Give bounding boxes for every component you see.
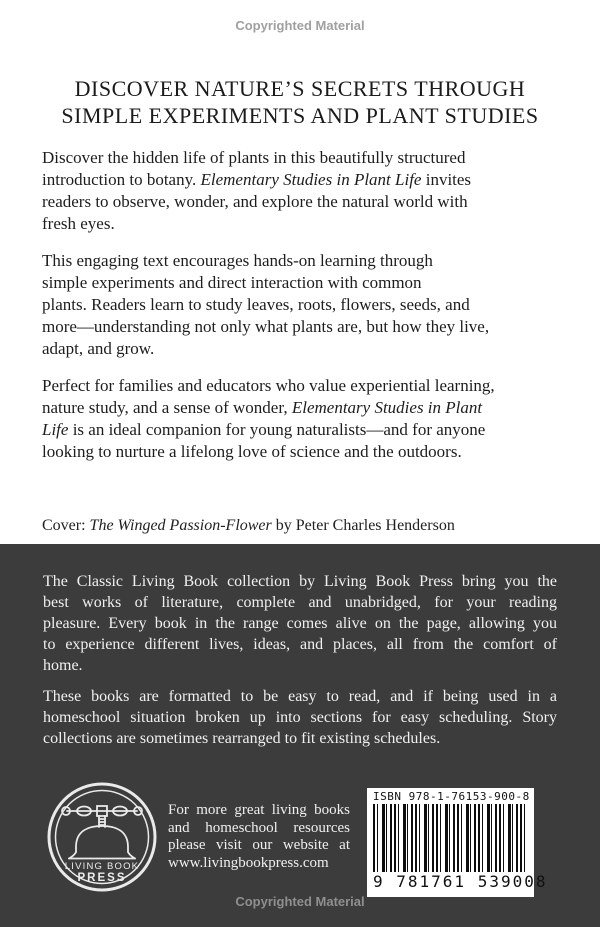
website-blurb: For more great living books and homeschool resources please visit our website at www.livingbookpress.com <box>168 802 350 871</box>
blurb-paragraph-1: Discover the hidden life of plants in this beautifully structured introduction to botany. Elementary Studies in Plant Life invites readers to observe, wonder, and explore the natural world with fresh eyes. <box>42 148 472 233</box>
barcode <box>367 788 548 897</box>
barcode-bars-icon <box>373 804 528 872</box>
publisher-paragraph-1: The Classic Living Book collection by Living Book Press bring you the best works of literature, complete and unabridged, for your reading pleasure. Every book in the range comes alive on the page, allowing you to experience different lives, ideas, and places, all from the comfort of home. <box>43 573 557 674</box>
headline-line-2: SIMPLE EXPERIMENTS AND PLANT STUDIES <box>61 103 539 128</box>
blurb-paragraph-2: This engaging text encourages hands-on learning through simple experiments and direct interaction with common plants. Readers learn to study leaves, roots, flowers, seeds, and more—understanding not only what plants are, but how they live, adapt, and grow. <box>42 251 490 358</box>
headline-line-1: DISCOVER NATURE’S SECRETS THROUGH <box>74 76 526 101</box>
barcode-digits: 9 781761 539008 <box>373 872 548 891</box>
logo-text-line1: LIVING BOOK <box>64 861 140 872</box>
logo-text-line2: PRESS <box>77 872 127 884</box>
publisher-panel-text <box>0 544 600 749</box>
copyright-top-label: Copyrighted Material <box>235 18 365 33</box>
headline <box>0 75 600 129</box>
barcode-isbn-label: ISBN 978-1-76153-900-8 <box>373 790 530 803</box>
blurb-paragraph-3: Perfect for families and educators who value experiential learning, nature study, and a sense of wonder, Elementary Studies in Plant Life is an ideal companion for young naturalists—and for anyone looking to nurture a lifelong love of science and the outdoors. <box>42 376 495 461</box>
blurb <box>0 147 600 463</box>
cover-credit: Cover: The Winged Passion-Flower by Peter Charles Henderson <box>42 517 455 534</box>
copyright-bottom-label: Copyrighted Material <box>235 894 365 909</box>
publisher-logo <box>46 781 158 893</box>
book-press-icon <box>46 781 158 893</box>
publisher-panel <box>0 544 600 927</box>
publisher-paragraph-2: These books are formatted to be easy to read, and if being used in a homeschool situation broken up into sections for easy scheduling. Story collections are sometimes rearranged to fit existing schedules. <box>43 688 557 747</box>
